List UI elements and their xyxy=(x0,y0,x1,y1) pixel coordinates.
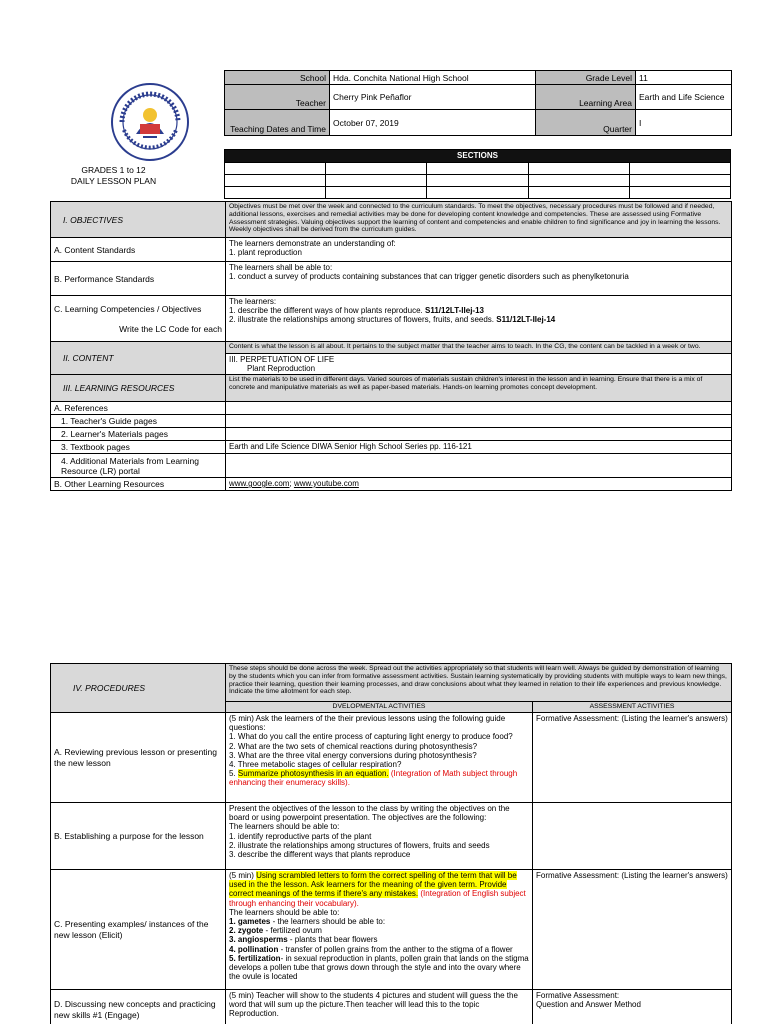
grade-level-label: Grade Level xyxy=(536,71,636,85)
dlp-title: DAILY LESSON PLAN xyxy=(70,176,157,186)
lc-code-label: Write the LC Code for each xyxy=(119,324,222,334)
lesson-table xyxy=(50,201,732,491)
learning-area-value: Earth and Life Science xyxy=(636,85,732,110)
additional-materials-label: 4. Additional Materials from Learning Resource (LR) portal xyxy=(51,454,226,478)
developmental-activities-header: DVELOPMENTAL ACTIVITIES xyxy=(226,702,533,713)
school-value: Hda. Conchita National High School xyxy=(330,71,536,85)
step-d-label: D. Discussing new concepts and practicing new skills #1 (Engage) xyxy=(51,990,226,1024)
lc-intro: The learners: xyxy=(229,297,277,306)
step-a-integration-note: (Integration of Math subject through enhancing their enumeracy skills). xyxy=(229,769,518,788)
content-label: II. CONTENT xyxy=(51,342,226,375)
lc-code-1: S11/12LT-IIej-13 xyxy=(424,306,484,315)
learning-area-label: Learning Area xyxy=(536,85,636,110)
step-c-activities: (5 min) Using scrambled letters to form the correct spelling of the term that will be used in the the lesson. Ask learners for the meaning of the given term. Provide correct meanings of the terms if there's any mistakes. (Integration of English subject through enhancing their vocabulary). The learners should be able to: 1. gametes - the learners should be able to: 2. zygote - fertilized ovum 3. angiosperms - plants that bear flowers 4. pollination - transfer of pollen grains from the anther to the stigma of a flower 5. fertilization- in sexual reproduction in plants, pollen grain that lands on the stigma develops a pollen tube that grows down through the style and into the ovary where the ovule is located xyxy=(226,870,533,990)
step-b-label: B. Establishing a purpose for the lesson xyxy=(51,803,226,870)
procedures-table xyxy=(50,663,732,1024)
performance-standards-cell xyxy=(226,262,732,296)
teacher-value: Cherry Pink Peñaflor xyxy=(330,85,536,110)
grades-title: GRADES 1 to 12 xyxy=(81,165,146,175)
textbook-pages-label: 3. Textbook pages xyxy=(51,441,226,454)
objectives-label: I. OBJECTIVES xyxy=(51,202,226,238)
step-c-assessment: Formative Assessment: (Listing the learner's answers) xyxy=(533,870,732,990)
google-link[interactable]: www.google.com xyxy=(229,479,290,488)
content-standards-item: 1. plant reproduction xyxy=(229,248,302,257)
sections-grid xyxy=(224,149,731,199)
content-value xyxy=(226,354,732,375)
content-standards-label: A. Content Standards xyxy=(51,238,226,262)
learning-competencies-values xyxy=(226,296,732,342)
content-standards-intro: The learners demonstrate an understanding of: xyxy=(229,239,396,248)
lc-item-1: 1. describe the different ways of how plants reproduce. S11/12LT-IIej-13 xyxy=(229,306,484,315)
teaching-dates-label: Teaching Dates and Time xyxy=(225,110,330,136)
step-a-highlight: Summarize photosynthesis in an equation. xyxy=(237,769,389,779)
step-a-label: A. Reviewing previous lesson or presenting the new lesson xyxy=(51,713,226,803)
assessment-activities-header: ASSESSMENT ACTIVITIES xyxy=(533,702,732,713)
teaching-dates-value: October 07, 2019 xyxy=(330,110,536,136)
lc-code-2: S11/12LT-IIej-14 xyxy=(496,315,556,324)
performance-standards-label: B. Performance Standards xyxy=(51,262,226,296)
other-resources-label: B. Other Learning Resources xyxy=(51,478,226,491)
step-d-activities: (5 min) Teacher will show to the students 4 pictures and student will guess the the word that will sum up the picture.Then teacher will lead this to the topic Reproduction. xyxy=(226,990,533,1024)
deped-seal-logo xyxy=(110,82,190,162)
content-topic: III. PERPETUATION OF LIFE xyxy=(229,355,335,364)
step-c-highlight: Using scrambled letters to form the correct spelling of the term that will be used in the the lesson. Ask learners for the meaning of the given term. Provide correct meanings of the terms if there's any mistakes. xyxy=(229,871,517,899)
performance-standards-item: 1. conduct a survey of products containing substances that can trigger genetic disorders such as phenylketonuria xyxy=(229,272,629,281)
step-a-assessment: Formative Assessment: (Listing the learner's answers) xyxy=(533,713,732,803)
content-description: Content is what the lesson is all about. It pertains to the subject matter that the teacher aims to teach. In the CG, the content can be tackled in a week or two. xyxy=(226,342,732,354)
quarter-value: I xyxy=(636,110,732,136)
sections-header: SECTIONS xyxy=(225,150,731,163)
step-c-label: C. Presenting examples/ instances of the new lesson (Elicit) xyxy=(51,870,226,990)
step-b-assessment xyxy=(533,803,732,870)
step-d-assessment: Formative Assessment: Question and Answer Method xyxy=(533,990,732,1024)
content-subtopic: Plant Reproduction xyxy=(247,364,316,373)
textbook-pages-value: Earth and Life Science DIWA Senior High School Series pp. 116-121 xyxy=(226,441,732,454)
step-c-integration-note: (Integration of English subject through enhancing their vocabulary). xyxy=(229,889,526,908)
lc-item-2: 2. illustrate the relationships among structures of flowers, fruits, and seeds. S11/12LT-IIej-14 xyxy=(229,315,556,324)
step-b-activities: Present the objectives of the lesson to the class by writing the objectives on the board or using powerpoint presentation. The objectives are the following: The learners should be able to: 1. identify reproductive parts of the plant 2. illustrate the relationships among structures of flowers, fruits and seeds 3. describe the different ways that plants reproduce xyxy=(226,803,533,870)
teachers-guide-label: 1. Teacher's Guide pages xyxy=(51,415,226,428)
youtube-link[interactable]: www.youtube.com xyxy=(293,479,359,488)
learning-resources-text: List the materials to be used in different days. Varied sources of materials sustain children's interest in the lesson and in learning. Ensure that there is a mix of concrete and manipulative materials as well as paper-based materials. Hands-on learning promotes concept development. xyxy=(226,375,732,402)
learners-materials-label: 2. Learner's Materials pages xyxy=(51,428,226,441)
performance-standards-intro: The learners shall be able to: xyxy=(229,263,333,272)
document-title xyxy=(56,165,171,187)
learning-competencies-cell xyxy=(51,296,226,342)
teacher-label: Teacher xyxy=(225,85,330,110)
objectives-text: Objectives must be met over the week and connected to the curriculum standards. To meet the objectives, necessary procedures must be followed and if needed, additional lessons, exercises and remedial activities may be done for developing content knowledge and competencies. These are assessed using Formative Assessment strategies. Valuing objectives support the learning of content and competencies and enable children to find significance and joy in learning the lessons. Weekly objectives shall be derived from the curriculum guides. xyxy=(226,202,732,238)
procedures-intro: These steps should be done across the week. Spread out the activities appropriately so that students will learn well. Always be guided by demonstration of learning by the students which you can infer from formative assessment activities. Sustain learning systematically by providing students with multiple ways to learn new things, practice their learning, question their learning processes, and draw conclusions about what they learned in relation to their life experiences and previous knowledge. Indicate the time allotment for each step. xyxy=(226,664,732,702)
learning-competencies-label: C. Learning Competencies / Objectives xyxy=(54,304,202,314)
other-resources-value: www.google.com; www.youtube.com xyxy=(226,478,732,491)
content-standards-cell xyxy=(226,238,732,262)
school-label: School xyxy=(225,71,330,85)
procedures-label: IV. PROCEDURES xyxy=(51,664,226,713)
quarter-label: Quarter xyxy=(536,110,636,136)
grade-level-value: 11 xyxy=(636,71,732,85)
header-info-table xyxy=(224,70,732,136)
step-a-activities: (5 min) Ask the learners of the their previous lessons using the following guide questions: 1. What do you call the entire process of capturing light energy to produce food? 2. What are the two sets of chemical reactions during photosynthesis? 3. What are the three vital energy conversions during photosynthesis? 4. Three metabolic stages of cellular respiration? 5. Summarize photosynthesis in an equation. (Integration of Math subject through enhancing their enumeracy skills). xyxy=(226,713,533,803)
learning-resources-label: III. LEARNING RESOURCES xyxy=(51,375,226,402)
references-label: A. References xyxy=(51,402,226,415)
